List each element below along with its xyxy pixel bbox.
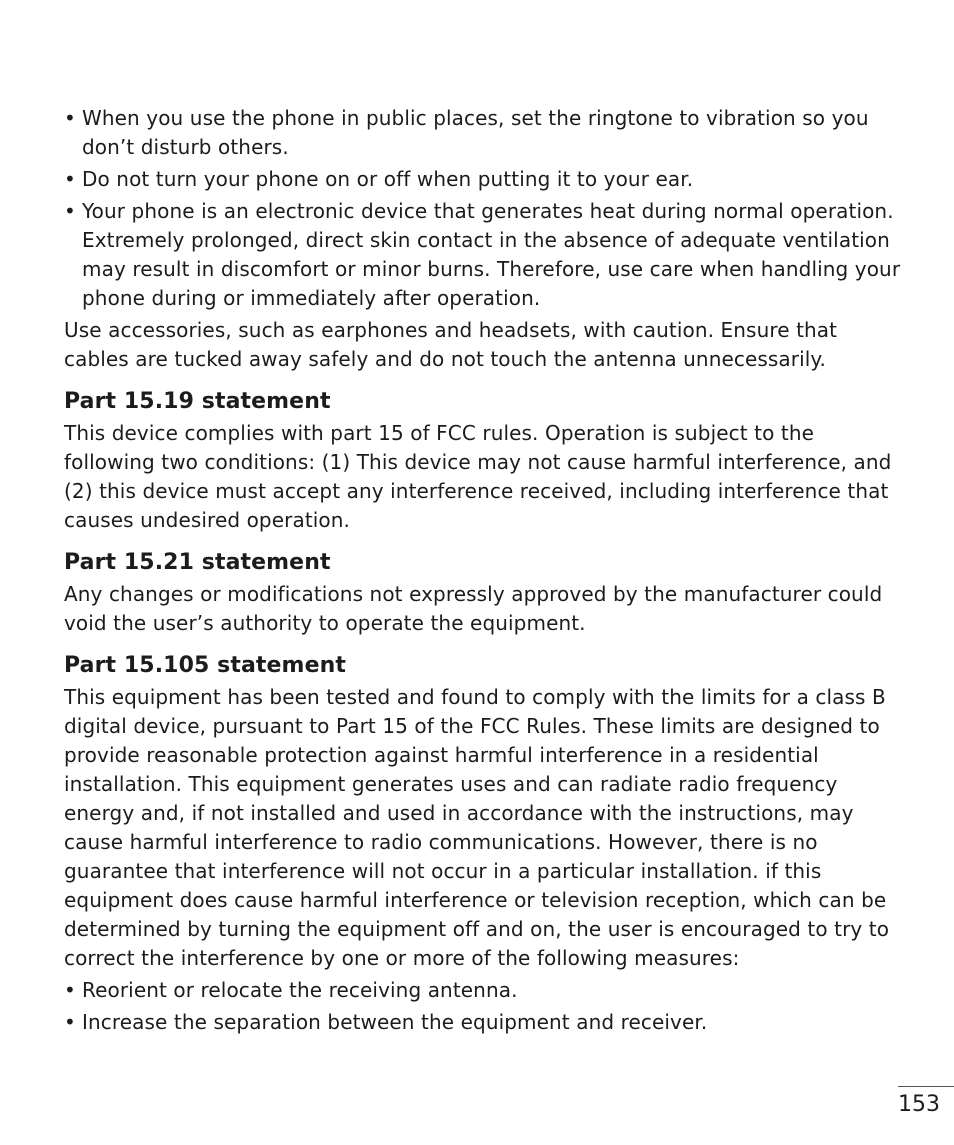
section-paragraph-part-15-105: This equipment has been tested and found to comply with the limits for a class B digital device, pursuant to Part 15 of the FCC Rules. These limits are designed to provide reasonable protection against harmful interference in a residential installation. This equipment generates uses and can radiate radio frequency energy and, if not installed and used in accordance with the instructions, may cause harmful interference to radio communications. However, there is no guarantee that interference will not occur in a particular installation. if this equipment does cause harmful interference or television reception, which can be determined by turning the equipment off and on, the user is encouraged to try to correct the interference by one or more of the following measures: — [64, 685, 890, 970]
bullet-icon: • — [64, 199, 76, 223]
list-item — [64, 197, 904, 313]
section-paragraph-part-15-19: This device complies with part 15 of FCC rules. Operation is subject to the following two conditions: (1) This device may not cause harmful interference, and (2) this device must accept any interference received, including interference that causes undesired operation. — [64, 421, 892, 532]
accessories-paragraph: Use accessories, such as earphones and headsets, with caution. Ensure that cables are tucked away safely and do not touch the antenna unnecessarily. — [64, 318, 838, 371]
list-item-text: Reorient or relocate the receiving antenna. — [82, 978, 518, 1002]
list-item-text: Your phone is an electronic device that generates heat during normal operation. Extremely prolonged, direct skin contact in the absence of adequate ventilation may result in discomfort or minor burns. Therefore, use care when handling your phone during or immediately after operation. — [82, 199, 901, 310]
page-number: 153 — [898, 1092, 940, 1117]
section-heading-part-15-105: Part 15.105 statement — [64, 653, 346, 678]
list-item-text: Increase the separation between the equipment and receiver. — [82, 1010, 708, 1034]
page-content — [64, 104, 904, 1040]
section-paragraph-part-15-21: Any changes or modifications not expressly approved by the manufacturer could void the user’s authority to operate the equipment. — [64, 582, 883, 635]
section-heading-part-15-21: Part 15.21 statement — [64, 550, 331, 575]
bullet-icon: • — [64, 978, 76, 1002]
bullet-icon: • — [64, 106, 76, 130]
list-item — [64, 165, 904, 194]
list-item — [64, 976, 904, 1005]
list-item-text: When you use the phone in public places, set the ringtone to vibration so you don’t disturb others. — [82, 106, 869, 159]
list-item-text: Do not turn your phone on or off when putting it to your ear. — [82, 167, 694, 191]
intro-bullet-list — [64, 104, 904, 313]
page-footer — [898, 1086, 954, 1120]
section-heading-part-15-19: Part 15.19 statement — [64, 389, 331, 414]
list-item — [64, 104, 904, 162]
measures-bullet-list — [64, 976, 904, 1037]
bullet-icon: • — [64, 1010, 76, 1034]
list-item — [64, 1008, 904, 1037]
bullet-icon: • — [64, 167, 76, 191]
